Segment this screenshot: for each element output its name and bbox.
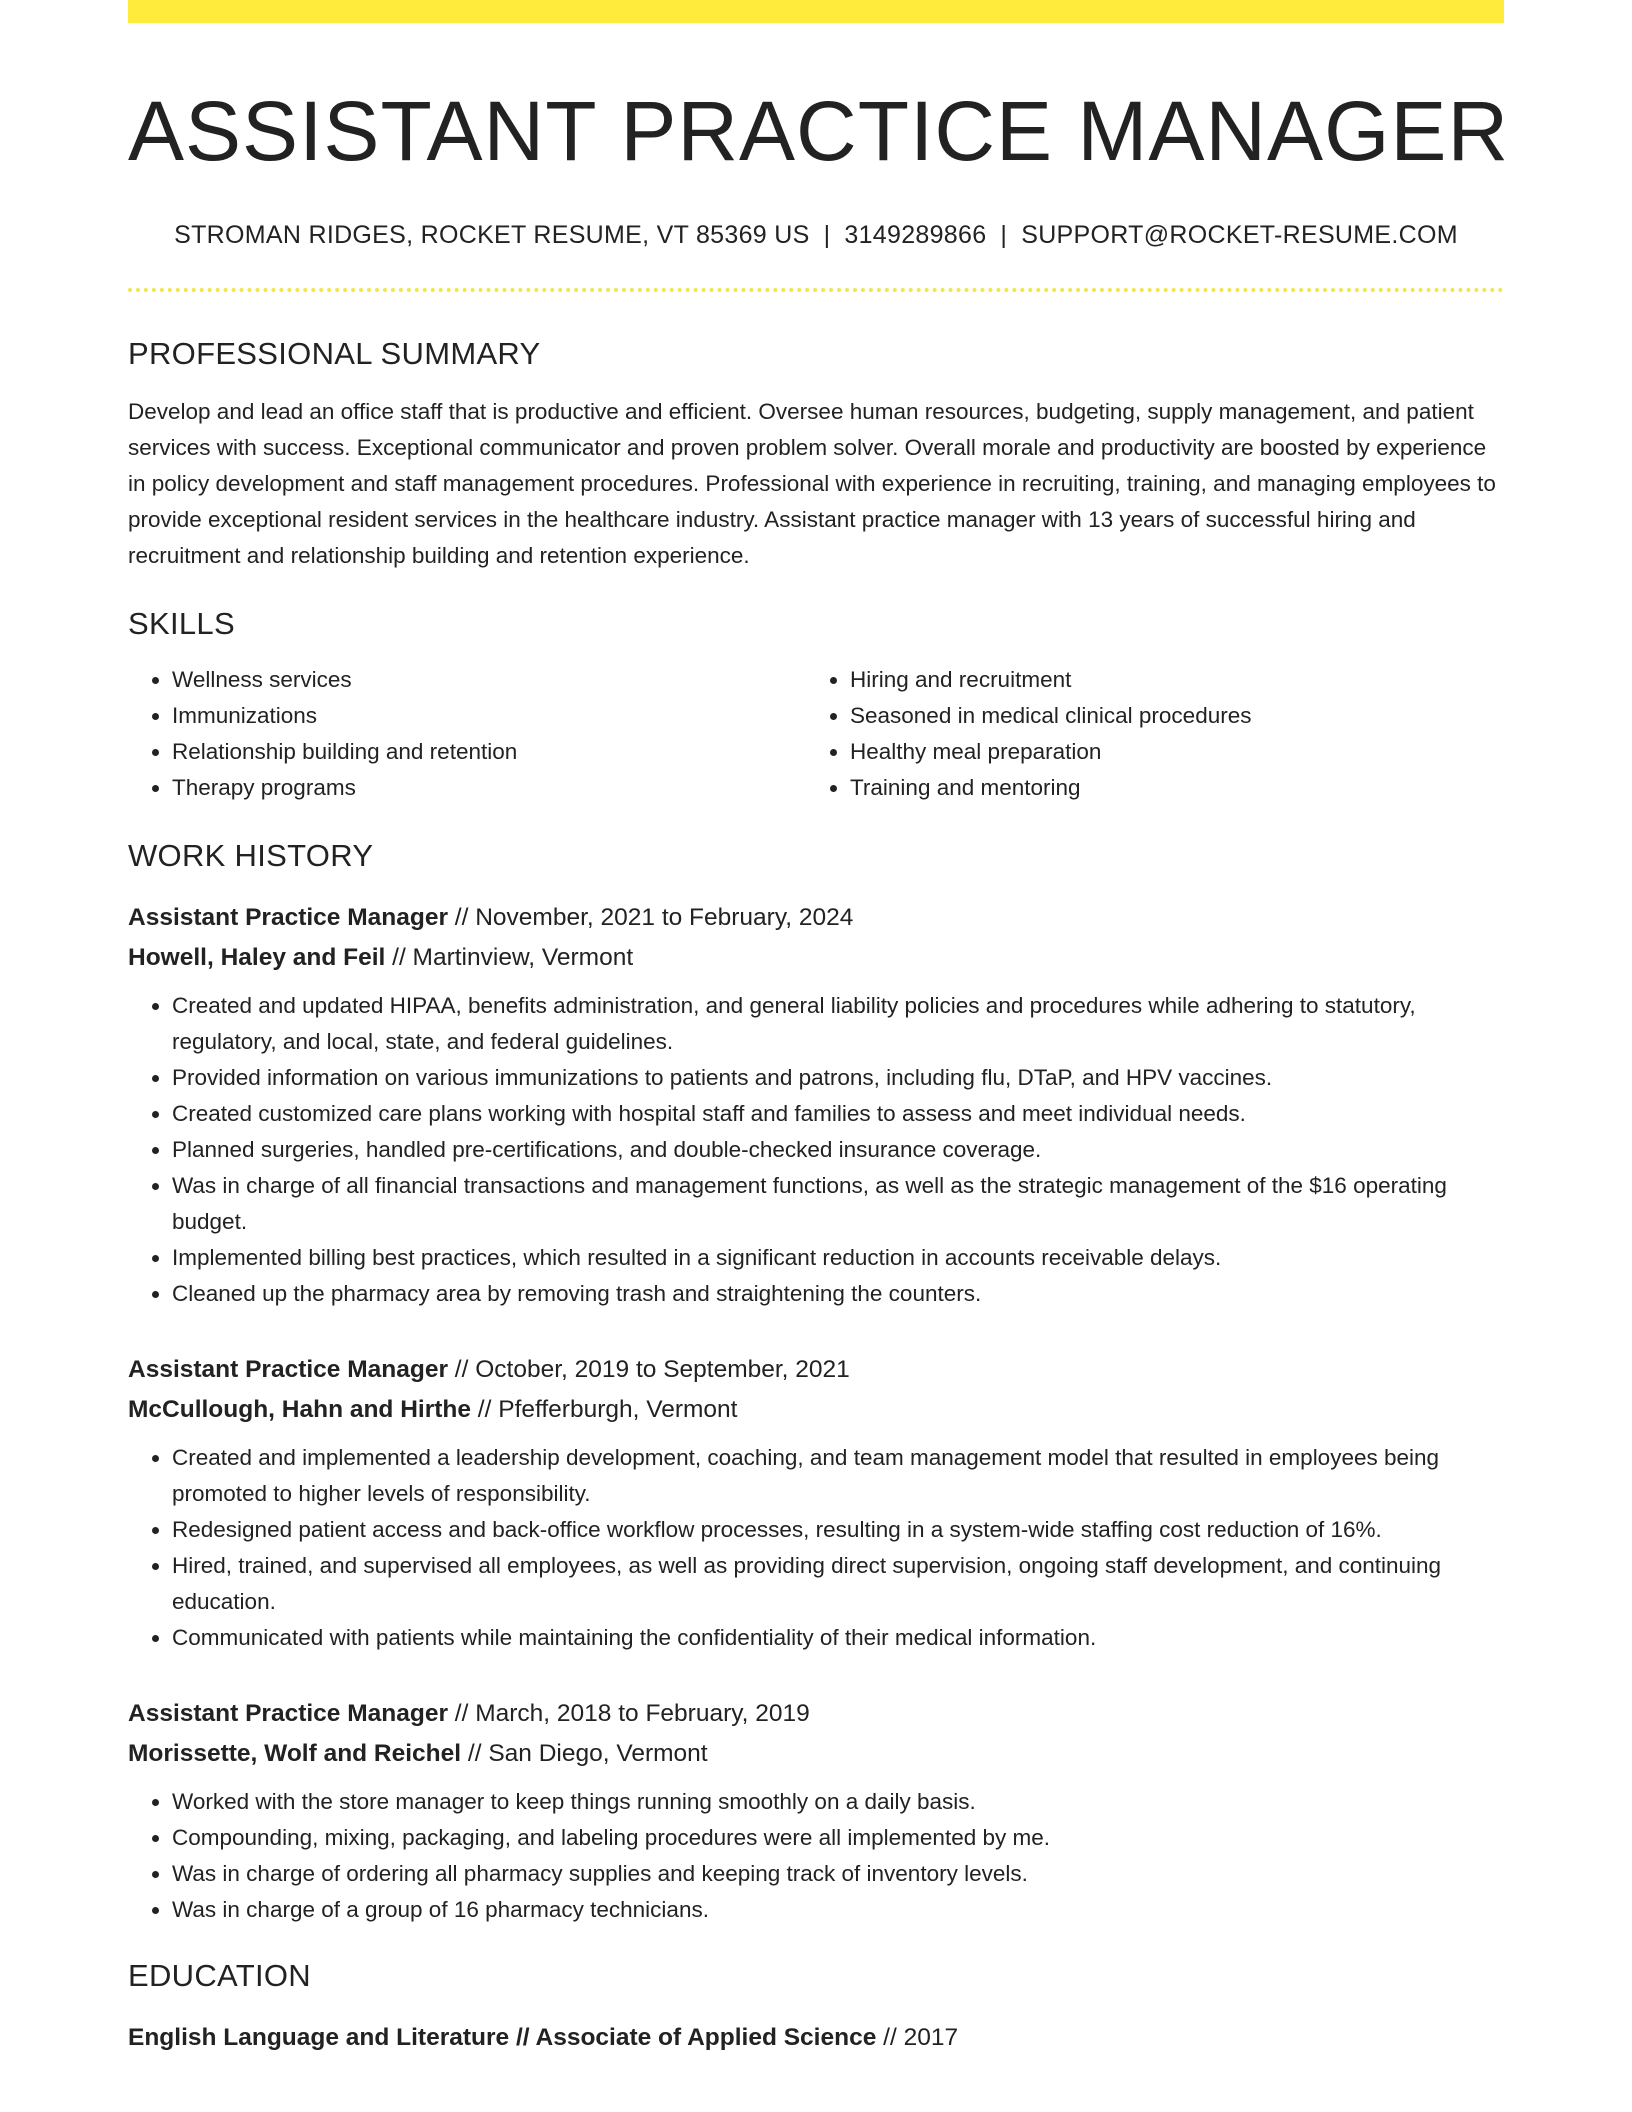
skills-column-right (806, 662, 1484, 806)
job-company-line (128, 938, 1504, 978)
resume-title: ASSISTANT PRACTICE MANAGER (128, 84, 1510, 178)
contact-line (128, 221, 1504, 250)
contact-email[interactable]: SUPPORT@ROCKET-RESUME.COM (1021, 221, 1458, 250)
skills-list (128, 662, 1504, 806)
contact-phone: 3149289866 (844, 221, 987, 250)
job-dates: // November, 2021 to February, 2024 (448, 904, 854, 932)
summary-text: Develop and lead an office staff that is productive and efficient. Oversee human resources, budgeting, supply management, and patient services with success. Exceptional communicator and proven problem solver. Overall morale and productivity are boosted by experience in policy development and staff management procedures. Professional with experience in recruiting, training, and managing employees to provide exceptional resident services in the healthcare industry. Assistant practice manager with 13 years of successful hiring and recruitment and relationship building and retention experience. (128, 399, 1496, 569)
education-heading: EDUCATION (128, 1958, 311, 1994)
skill-item: • Wellness services (172, 662, 806, 698)
job-title-line (128, 1694, 1504, 1734)
job-bullet: • Implemented billing best practices, which resulted in a significant reduction in accounts receivable delays. (172, 1240, 1504, 1276)
job-bullet: • Redesigned patient access and back-office workflow processes, resulting in a system-wide staffing cost reduction of 16%. (172, 1512, 1504, 1548)
job-bullets (128, 1784, 1504, 1928)
job-role: Assistant Practice Manager (128, 1700, 448, 1728)
job-location: // Pfefferburgh, Vermont (471, 1396, 738, 1424)
job-company: McCullough, Hahn and Hirthe (128, 1396, 471, 1424)
summary-heading: PROFESSIONAL SUMMARY (128, 336, 541, 372)
job-role: Assistant Practice Manager (128, 1356, 448, 1384)
job-bullets (128, 1440, 1504, 1656)
skill-item: • Immunizations (172, 698, 806, 734)
education-separator: // (509, 2024, 536, 2052)
job-bullet: • Hired, trained, and supervised all employees, as well as providing direct supervision, ongoing staff development, and continuing education. (172, 1548, 1504, 1620)
skills-heading: SKILLS (128, 606, 235, 642)
contact-address: STROMAN RIDGES, ROCKET RESUME, VT 85369 US (174, 221, 810, 250)
resume-page (128, 0, 1510, 2058)
job-bullet: • Created and implemented a leadership development, coaching, and team management model that resulted in employees being promoted to higher levels of responsibility. (172, 1440, 1504, 1512)
job-dates: // October, 2019 to September, 2021 (448, 1356, 850, 1384)
job-bullet: • Was in charge of all financial transactions and management functions, as well as the strategic management of the $16 operating budget. (172, 1168, 1504, 1240)
job-company: Howell, Haley and Feil (128, 944, 386, 972)
education-degree: Associate of Applied Science (535, 2024, 877, 2052)
skill-item: • Hiring and recruitment (850, 662, 1484, 698)
work-history-heading: WORK HISTORY (128, 838, 374, 874)
skills-column-left (128, 662, 806, 806)
job-entry (128, 1694, 1504, 1928)
education-entry (128, 2018, 1504, 2058)
job-dates: // March, 2018 to February, 2019 (448, 1700, 810, 1728)
job-title-line (128, 898, 1504, 938)
job-bullet: • Provided information on various immunizations to patients and patrons, including flu, DTaP, and HPV vaccines. (172, 1060, 1504, 1096)
job-bullet: • Created and updated HIPAA, benefits administration, and general liability policies and procedures while adhering to statutory, regulatory, and local, state, and federal guidelines. (172, 988, 1504, 1060)
skill-item: • Training and mentoring (850, 770, 1484, 806)
job-company-line (128, 1390, 1504, 1430)
skill-item: • Therapy programs (172, 770, 806, 806)
skill-item: • Seasoned in medical clinical procedures (850, 698, 1484, 734)
contact-separator: | (823, 221, 831, 250)
job-bullet: • Planned surgeries, handled pre-certifications, and double-checked insurance coverage. (172, 1132, 1504, 1168)
skill-item: • Relationship building and retention (172, 734, 806, 770)
header-divider (128, 288, 1504, 292)
top-accent-bar (128, 0, 1504, 23)
job-company: Morissette, Wolf and Reichel (128, 1740, 462, 1768)
job-bullet: • Was in charge of ordering all pharmacy supplies and keeping track of inventory levels. (172, 1856, 1504, 1892)
job-entry (128, 1350, 1504, 1656)
job-bullet: • Created customized care plans working with hospital staff and families to assess and meet individual needs. (172, 1096, 1504, 1132)
job-location: // Martinview, Vermont (385, 944, 634, 972)
job-title-line (128, 1350, 1504, 1390)
education-year: // 2017 (876, 2024, 959, 2052)
job-bullet: • Worked with the store manager to keep things running smoothly on a daily basis. (172, 1784, 1504, 1820)
contact-separator: | (1000, 221, 1008, 250)
job-company-line (128, 1734, 1504, 1774)
job-entry (128, 898, 1504, 1312)
education-field: English Language and Literature (128, 2024, 510, 2052)
job-bullet: • Communicated with patients while maintaining the confidentiality of their medical information. (172, 1620, 1504, 1656)
job-bullets (128, 988, 1504, 1312)
job-role: Assistant Practice Manager (128, 904, 448, 932)
job-bullet: • Compounding, mixing, packaging, and labeling procedures were all implemented by me. (172, 1820, 1504, 1856)
job-bullet: • Was in charge of a group of 16 pharmacy technicians. (172, 1892, 1504, 1928)
skill-item: • Healthy meal preparation (850, 734, 1484, 770)
job-bullet: • Cleaned up the pharmacy area by removing trash and straightening the counters. (172, 1276, 1504, 1312)
job-location: // San Diego, Vermont (461, 1740, 708, 1768)
